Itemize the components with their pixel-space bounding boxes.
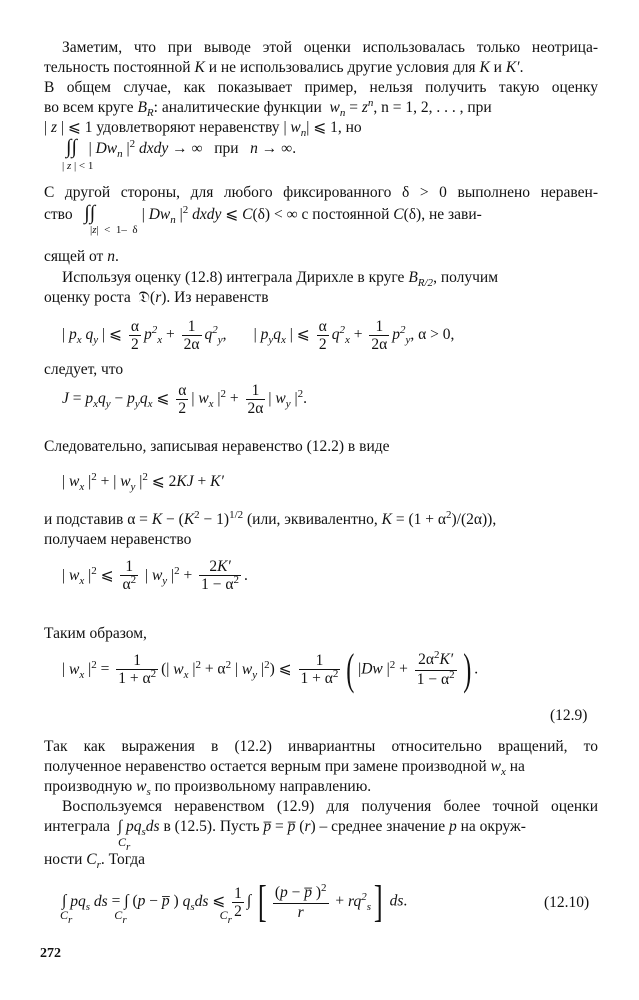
equation-3: | $p_x$ $q_y$ | ⩽ $\frac{\alpha}{2}$ $p^2_x$ + $\frac{1}{2\alpha}$ $q^2_y$, | $p_yq_x$ | ⩽ $\frac{\alpha}{2}$ $q^2_x$ + $\frac{1}{2\alpha}$ $p^2_y$, α > 0, [62, 318, 455, 353]
text-line-1: Заметим, что при выводе этой оценки использовалась только неотрица- [62, 39, 598, 56]
text-line-5: | z | ⩽ 1 удовлетворяют неравенству | $w_n|$ ⩽ 1, но [44, 119, 362, 139]
text-line-4: во всем круге $B_R$: аналитические функции $w_n = z^n$, n = 1, 2, . . . , при [44, 97, 492, 119]
text-line-8: сящей от n. [44, 248, 119, 265]
text-line-11: следует, что [44, 361, 124, 378]
equation-1: ∫∫ | $Dw_n$ $|^2$ dxdy → ∞ при n → ∞. [66, 136, 297, 160]
text-line-17: полученное неравенство остается верным при замене производной $w_x$ на [44, 758, 525, 778]
equation-4: $J = p_xq_y - p_yq_x$ ⩽ $\frac{\alpha}{2}$ | $w_x$ $|^2$ + $\frac{1}{2\alpha}$ | $w_y$ $|^2$. [62, 382, 307, 417]
integral-limit-cr-1: Cr [118, 835, 131, 853]
text-line-21: ности $C_r$. Тогда [44, 851, 146, 871]
page-number: 272 [40, 946, 61, 961]
text-line-18: производную $w_s$ по произвольному направлению. [44, 778, 372, 798]
equation-number-12-10: (12.10) [544, 894, 590, 911]
integral-limits-eq10: Cr Cr Cr [60, 908, 232, 926]
text-line-16: Так как выражения в (12.2) инвариантны относительно вращений, то [44, 738, 598, 755]
text-line-3: В общем случае, как показывает пример, нельзя получить такую оценку [44, 79, 598, 96]
text-line-20: интеграла ∫ $pq_sds$ в (12.5). Пусть p̅ = p̅ (r) – среднее значение p на окруж- [44, 818, 526, 838]
text-line-14: получаем неравенство [44, 531, 192, 548]
equation-1-limits: | z | < 1 [62, 160, 94, 172]
equation-2-limits: |z| < 1– δ [90, 224, 138, 236]
text-line-19: Воспользуемся неравенством (12.9) для получения более точной оценки [62, 798, 598, 815]
text-line-15: Таким образом, [44, 625, 147, 642]
text-line-6: С другой стороны, для любого фиксированного δ > 0 выполнено неравен- [44, 184, 598, 201]
text-line-2: тельность постоянной K и не использовались другие условия для K и K′. [44, 59, 524, 76]
text-line-12: Следовательно, записывая неравенство (12.2) в виде [44, 438, 390, 455]
text-line-9: Используя оценку (12.8) интеграла Дирихле в круге $B_{R/2}$, получим [62, 269, 499, 289]
equation-7: | $w_x$ $|^2$ = $\frac{1}{1 + \alpha^2}$ (| $w_x$ $|^2 + \alpha^2$ | $w_y$ $|^2$) ⩽ $\frac{1}{1 + \alpha^2}$ ( |Dw $|^2$ + $\frac{2\alpha^2K'}{1 - \alpha^2}$ ) . [62, 645, 479, 694]
equation-6: | $w_x$ $|^2$ ⩽ $\frac{1}{\alpha^2}$ | $w_y$ $|^2$ + $\frac{2K'}{1 - \alpha^2}$ . [62, 558, 248, 593]
text-line-7: ство ∫∫ | $Dw_n$ $|^2$ dxdy ⩽ C(δ) < ∞ с постоянной C(δ), не зави- [44, 202, 482, 226]
text-line-10: оценку роста 𝔇(r). Из неравенств [44, 289, 269, 306]
equation-5: | $w_x$ $|^2$ + | $w_y$ $|^2$ ⩽ 2KJ + K′ [62, 471, 224, 493]
equation-8: ∫ $pq_s$ ds = ∫ (p − p̅ ) $q_sds$ ⩽ $\frac{1}{2}$ ∫ [ $\frac{(p - p̅ )^2}{r}$ + $rq^2_s$] ds. [62, 877, 408, 926]
text-line-13: и подставив $\alpha = K - (K^2 - 1)^{1/2}$ (или, эквивалентно, $K = (1 + \alpha^2)/(2\alpha)$), [44, 509, 497, 528]
equation-number-12-9: (12.9) [550, 707, 588, 724]
